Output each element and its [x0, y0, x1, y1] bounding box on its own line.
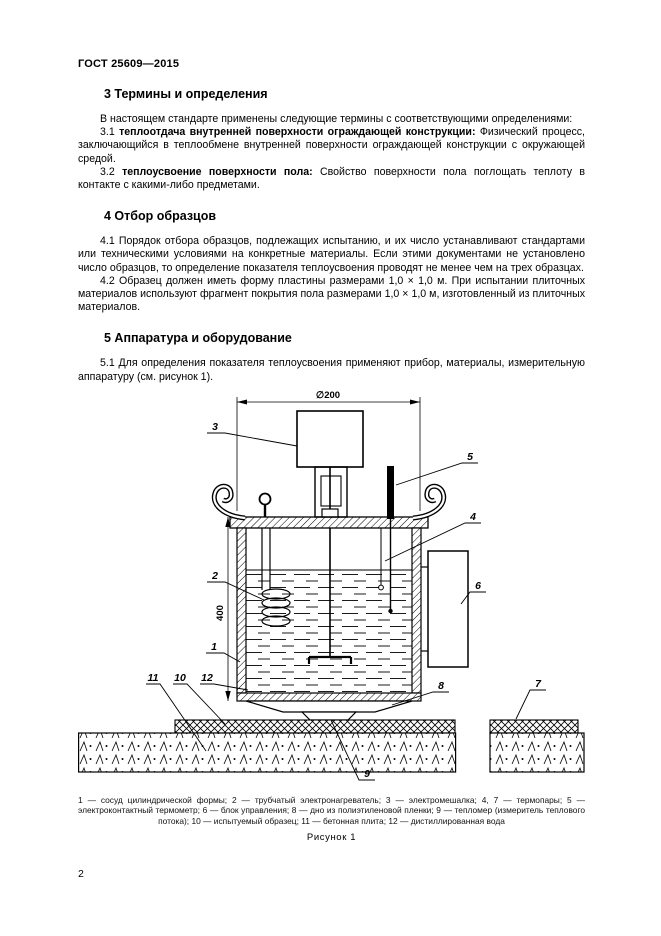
figure-1 [78, 389, 585, 789]
callout-10: 10 [174, 671, 186, 684]
clause-number: 3.1 [100, 126, 115, 139]
section-3-intro: В настоящем стандарте применены следующие термины с соответствующими определениями: [100, 113, 573, 125]
term-bold: теплоотдача внутренней поверхности ограждающей конструкции: [119, 126, 476, 139]
callout-11: 11 [147, 671, 159, 684]
callout-1: 1 [211, 640, 217, 653]
vessel-wall-right [412, 528, 421, 693]
paragraph-5-1: 5.1 Для определения показателя теплоусвоения применяют прибор, материалы, измерительную аппаратуру (см. рисунок 1). [78, 357, 585, 383]
paragraph-3-1 [78, 126, 585, 166]
callout-4: 4 [470, 510, 476, 523]
callout-2: 2 [212, 569, 218, 582]
test-sample-layer [175, 720, 455, 733]
paragraph-4-1: 4.1 Порядок отбора образцов, подлежащих испытанию, и их число устанавливают стандартами или техническими условиями на конкретные материалы. Если этими документами не установлено число образцов, то определение показателя теплоусвоения проводят не менее чем на трех образцах. [78, 235, 585, 274]
figure-number: Рисунок 1 [306, 831, 357, 843]
figure-1-diagram [78, 389, 585, 789]
term-bold: теплоусвоение поверхности пола: [122, 165, 313, 178]
vessel-bottom [237, 693, 421, 701]
callout-5: 5 [467, 450, 473, 463]
page-number: 2 [78, 868, 84, 880]
callout-7: 7 [535, 677, 541, 690]
callout-9: 9 [364, 767, 370, 780]
concrete-slab-left [79, 733, 456, 772]
dimension-height-label: 400 [215, 604, 226, 621]
document-content [78, 58, 585, 843]
test-sample-layer-right [490, 720, 578, 733]
callout-6: 6 [475, 579, 481, 592]
section-3-heading: 3 Термины и определения [104, 87, 268, 101]
document-header: ГОСТ 25609—2015 [78, 58, 180, 70]
figure-caption: 1 — сосуд цилиндрической формы; 2 — трубчатый электронагреватель; 3 — электромешалка; 4, 7 — термопары; 5 — электроконтактный термометр; 6 — блок управления; 8 — дно из полиэтиленовой пленки; 9 — тепломер (измеритель теплового потока); 10 — испытуемый образец; 11 — бетонная плита; 12 — дистиллированная вода [78, 794, 585, 827]
definition-text: Свойство поверхности пола поглощать теплоту в контакте с какими-либо предметами. [78, 165, 585, 192]
callout-8: 8 [438, 679, 444, 692]
polyethylene-film-bottom [246, 701, 412, 712]
definition-text: Физический процесс, заключающийся в теплообмене внутренней поверхности ограждающей конструкции с окружающей средой. [78, 126, 585, 165]
shaft-collar [322, 509, 338, 517]
vessel-lid [230, 517, 428, 528]
callout-12: 12 [201, 671, 213, 684]
heat-meter [302, 712, 356, 720]
section-4-heading: 4 Отбор образцов [104, 209, 217, 224]
dimension-diameter-label: ∅200 [315, 389, 341, 401]
section-5-heading: 5 Аппаратура и оборудование [104, 331, 292, 346]
control-unit [421, 551, 468, 667]
dimension-height [225, 517, 230, 701]
distilled-water [246, 569, 412, 693]
vessel-wall-left [237, 528, 246, 693]
lid-eyelet [260, 493, 271, 517]
callout-3: 3 [212, 420, 218, 433]
paragraph-4-2: 4.2 Образец должен иметь форму пластины размерами 1,0 × 1,0 м. При испытании плиточных материалов используют фрагмент покрытия пола размерами 1,0 × 1,0 м, изготовленный из плиточных материалов. [78, 274, 585, 314]
concrete-slab-right [490, 733, 584, 772]
clause-number: 3.2 [100, 165, 115, 178]
paragraph-3-2 [78, 166, 585, 192]
